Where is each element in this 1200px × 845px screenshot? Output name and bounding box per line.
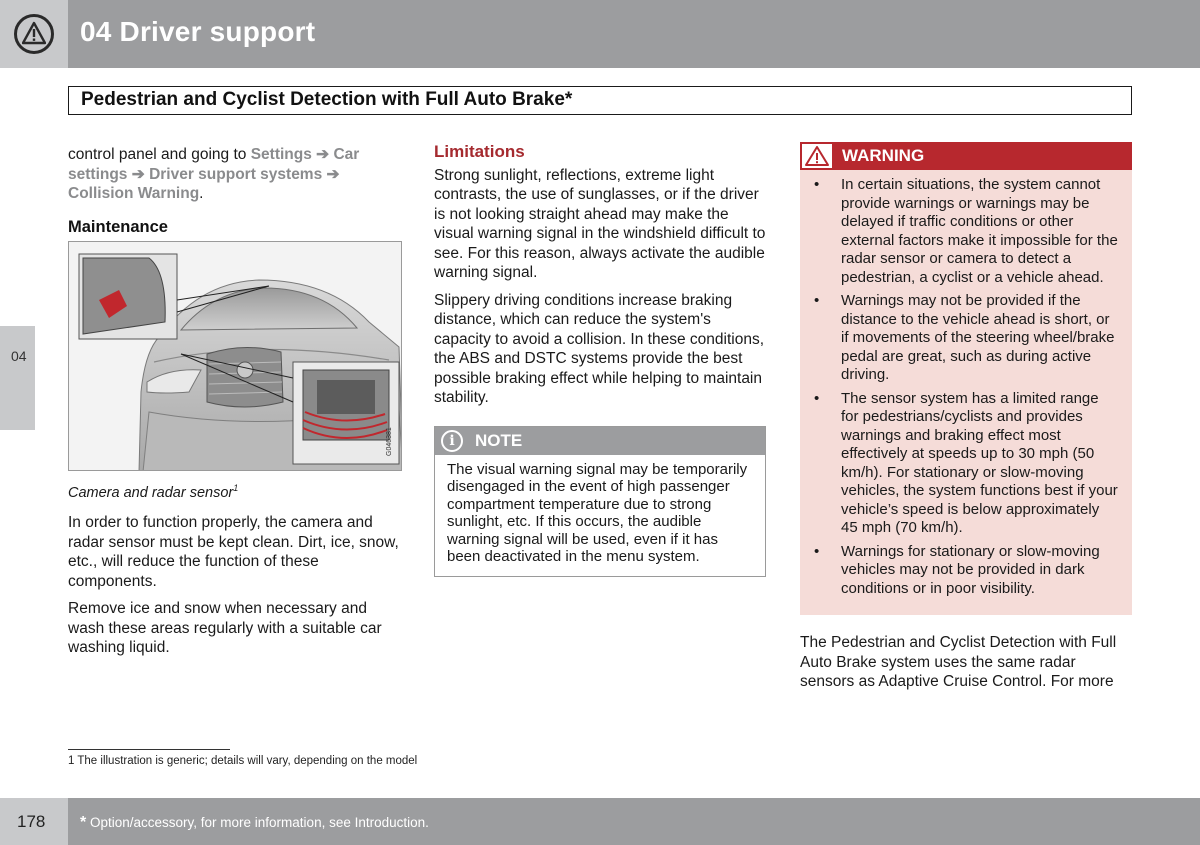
chapter-title: 04 Driver support — [80, 16, 316, 47]
figure-caption — [68, 479, 404, 503]
warning-header — [800, 142, 1132, 170]
figure-code: G046381 — [386, 427, 393, 456]
caption-text: Camera and radar sensor — [68, 484, 234, 501]
limitations-paragraph-2: Slippery driving conditions increase braking distance, which can reduce the system's capacity to avoid a collision. In these conditions, the ABS and DSTC systems provide the best possible braking effect while helping to maintain stability. — [434, 291, 764, 406]
note-label: NOTE — [475, 430, 523, 450]
note-header — [435, 427, 765, 455]
car-front-illustration — [69, 242, 402, 471]
warning-item: • The sensor system has a limited range for pedestrians/cyclists and provides warnings and braking effect most effectively at speeds up to 30 mph (50 km/h). For stationary or slow-moving vehicles, the system functions best if your vehicle’s speed is below approximately 45 mph (70 km/h). — [812, 390, 1120, 538]
intro-suffix: . — [199, 185, 204, 202]
warning-item: • Warnings for stationary or slow-moving vehicles may not be provided in dark conditions or in poor visibility. — [812, 543, 1120, 599]
warning-box — [800, 142, 1132, 615]
menu-path-paragraph — [68, 145, 404, 204]
menu-collision-warning: Collision Warning — [68, 185, 200, 202]
menu-driver-support: Driver support systems — [149, 165, 323, 183]
warning-item: • In certain situations, the system cannot provide warnings or warnings may be delayed if traffic conditions or other external factors make it impossible for the radar sensor or camera to detect a pedestrian, a cyclist or a vehicle ahead. — [812, 176, 1120, 287]
arrow-icon: ➔ — [316, 146, 330, 163]
intro-text: control panel and going to — [68, 146, 251, 163]
arrow-icon: ➔ — [326, 165, 340, 183]
footer-note-text: Option/accessory, for more information, see Introduction. — [86, 815, 429, 830]
chapter-side-tab[interactable] — [0, 326, 35, 430]
footnote: 1 The illustration is generic; details will vary, depending on the model — [68, 755, 418, 767]
warning-list — [800, 170, 1132, 615]
footnote-marker: 1 — [233, 483, 239, 493]
warning-triangle-icon — [802, 144, 832, 168]
camera-radar-sensor-illustration — [68, 241, 402, 471]
limitations-heading: Limitations — [434, 142, 525, 161]
radar-sensor-paragraph: The Pedestrian and Cyclist Detection with Full Auto Brake system uses the same radar sensors as Adaptive Cruise Control. For more — [800, 634, 1117, 690]
info-icon: i — [441, 430, 463, 452]
note-text: The visual warning signal may be temporarily disengaged in the event of high passenger compartment temperature due to strong sunlight, etc. If this occurs, the audible warning signal will be used, even if it has been deactivated in the menu system. — [447, 460, 748, 565]
option-star: * — [80, 814, 87, 831]
menu-car-settings: Car settings — [68, 146, 360, 183]
page-number: 178 — [17, 812, 46, 831]
footnote-divider — [68, 749, 230, 750]
section-title: Pedestrian and Cyclist Detection with Full Auto Brake* — [68, 86, 1132, 115]
warning-label: WARNING — [842, 146, 925, 165]
maintenance-paragraph-1: In order to function properly, the camera and radar sensor must be kept clean. Dirt, ice, snow, etc., will reduce the function of these components. — [68, 514, 399, 590]
column-left — [68, 145, 404, 666]
note-box — [434, 426, 766, 577]
maintenance-heading: Maintenance — [68, 217, 168, 236]
chapter-header — [0, 0, 1200, 68]
menu-settings: Settings — [250, 146, 312, 163]
footer-note — [80, 814, 429, 832]
chapter-icon-box — [0, 0, 68, 68]
limitations-paragraph-1: Strong sunlight, reflections, extreme light contrasts, the use of sunglasses, or if the driver is not looking straight ahead may make the visual warning signal in the windshield difficult to see. For this reason, always activate the audible warning signal. — [434, 166, 766, 281]
chapter-side-tab-label: 04 — [11, 348, 27, 364]
arrow-icon: ➔ — [131, 165, 145, 183]
column-right — [800, 142, 1132, 692]
maintenance-paragraph-2: Remove ice and snow when necessary and wash these areas regularly with a suitable car washing liquid. — [68, 600, 382, 657]
warning-item: • Warnings may not be provided if the distance to the vehicle ahead is short, or if movements of the steering wheel/brake pedal are great, such as during active driving. — [812, 292, 1120, 385]
warning-triangle-icon — [14, 14, 54, 54]
column-middle — [434, 142, 766, 577]
page-footer — [0, 798, 1200, 845]
page-number-box — [0, 798, 68, 845]
